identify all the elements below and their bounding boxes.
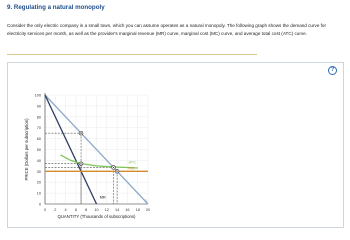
x-tick-label: 14 [114,208,120,212]
x-tick-label: 20 [145,208,151,212]
y-tick-label: 100 [34,93,41,98]
help-icon[interactable]: ? [328,66,337,75]
x-tick-label: 10 [94,208,99,212]
y-tick-label: 80 [36,115,41,120]
y-tick-label: 70 [36,126,41,131]
x-axis-title: QUANTITY (Thousands of subscriptions) [57,214,136,219]
y-tick-label: 0 [38,202,41,207]
series-label-atc: ATC [128,159,137,165]
question-description: Consider the only electric company in a small town, which you can assume operates as a natural monopoly. The following graph shows the demand curve for electricity services per month, as well as the provider's marginal revenue (MR) curve, marginal cost (MC) curve, and average total cost (ATC) curve. [7,23,327,36]
x-tick-label: 0 [43,208,47,212]
y-tick-label: 20 [36,180,41,185]
series-line-atc [60,155,137,168]
y-tick-label: 30 [36,169,41,174]
y-tick-label: 40 [36,158,41,163]
x-tick-label: 4 [64,208,67,212]
x-tick-label: 12 [104,208,109,212]
question-title: 9. Regulating a natural monopoly [7,4,105,11]
y-tick-label: 10 [36,191,41,196]
x-tick-label: 18 [135,208,140,212]
series-label-mr: MR [99,194,106,200]
y-tick-label: 50 [36,148,41,152]
y-tick-label: 60 [36,137,41,142]
series-label-d: D [144,197,148,203]
x-tick-label: 2 [54,208,57,212]
y-tick-label: 90 [36,104,41,109]
x-tick-label: 6 [74,208,77,212]
x-tick-label: 16 [125,208,130,212]
series-label-mc: MC [128,165,135,171]
x-tick-label: 8 [85,208,88,212]
y-axis-title: PRICE (Dollars per subscription) [24,118,29,181]
